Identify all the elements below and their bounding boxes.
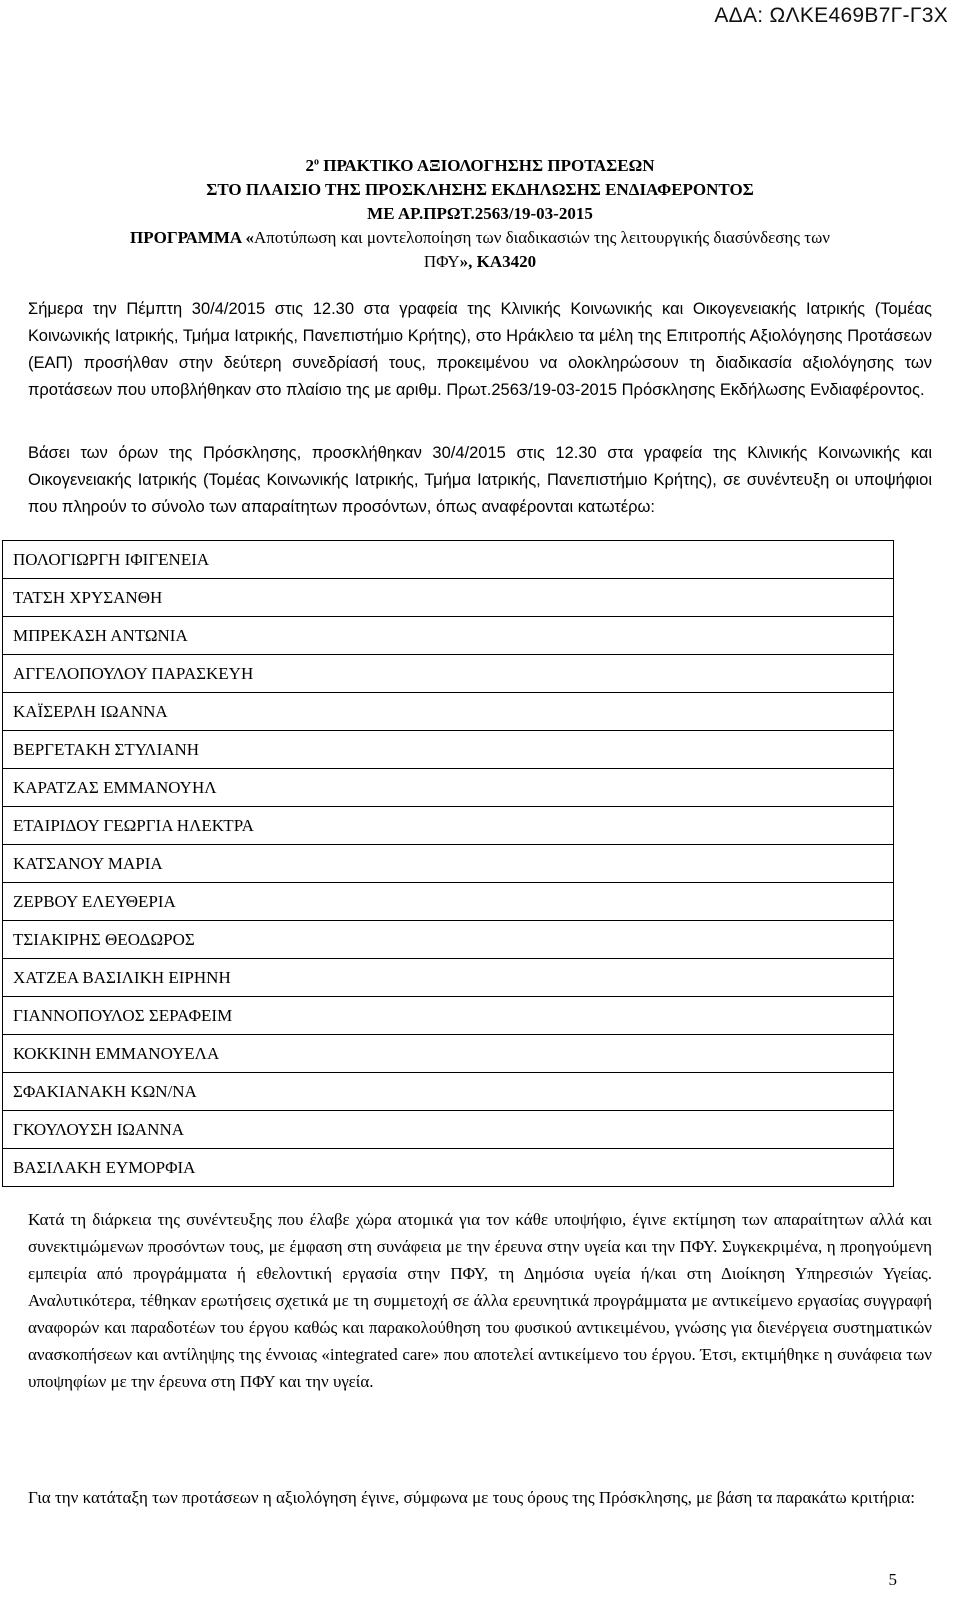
paragraph-invitation: Βάσει των όρων της Πρόσκλησης, προσκλήθηκαν 30/4/2015 στις 12.30 στα γραφεία της Κλινικής Κοινωνικής και Οικογενειακής Ιατρικής (Τομέας Κοινωνικής Ιατρικής, Τμήμα Ιατρικής, Πανεπιστήμιο Κρήτης), σε συνέντευξη οι υποψήφιοι που πληρούν το σύνολο των απαραίτητων προσόντων, όπως αναφέρονται κατωτέρω: <box>28 444 932 516</box>
title-line-4-bold: ΠΡΟΓΡΑΜΜΑ « <box>130 228 254 247</box>
candidate-name: ΣΦΑΚΙΑΝΑΚΗ ΚΩΝ/ΝΑ <box>3 1073 894 1111</box>
candidate-name: ΚΑΤΣΑΝΟΥ ΜΑΡΙΑ <box>3 845 894 883</box>
candidate-name: ΜΠΡΕΚΑΣΗ ΑΝΤΩΝΙΑ <box>3 617 894 655</box>
table-row <box>3 997 894 1035</box>
candidate-name: ΖΕΡΒΟΥ ΕΛΕΥΘΕΡΙΑ <box>3 883 894 921</box>
candidate-name: ΠΟΛΟΓΙΩΡΓΗ ΙΦΙΓΕΝΕΙΑ <box>3 541 894 579</box>
paragraph-meeting: Σήμερα την Πέμπτη 30/4/2015 στις 12.30 στα γραφεία της Κλινικής Κοινωνικής και Οικογενειακής Ιατρικής (Τομέας Κοινωνικής Ιατρικής, Τμήμα Ιατρικής, Πανεπιστήμιο Κρήτης), στο Ηράκλειο τα μέλη της Επιτροπής Αξιολόγησης Προτάσεων (ΕΑΠ) προσήλθαν στην δεύτερη συνεδρίασή τους, προκειμένου να ολοκληρώσουν τη διαδικασία αξιολόγησης των προτάσεων που υποβλήθηκαν στο πλαίσιο της με αριθμ. Πρωτ.2563/19-03-2015 Πρόσκλησης Εκδήλωσης Ενδιαφέροντος. <box>28 300 932 399</box>
candidate-name: ΧΑΤΖΕΑ ΒΑΣΙΛΙΚΗ ΕΙΡΗΝΗ <box>3 959 894 997</box>
title-ordinal: 2 <box>305 156 314 175</box>
table-row <box>3 541 894 579</box>
title-line-2: ΣΤΟ ΠΛΑΙΣΙΟ ΤΗΣ ΠΡΟΣΚΛΗΣΗΣ ΕΚΔΗΛΩΣΗΣ ΕΝΔΙΑΦΕΡΟΝΤΟΣ <box>206 180 754 199</box>
table-row <box>3 845 894 883</box>
table-row <box>3 1035 894 1073</box>
candidate-name: ΓΙΑΝΝΟΠΟΥΛΟΣ ΣΕΡΑΦΕΙΜ <box>3 997 894 1035</box>
table-row <box>3 655 894 693</box>
title-line-1-text: ΠΡΑΚΤΙΚΟ ΑΞΙΟΛΟΓΗΣΗΣ ΠΡΟΤΑΣΕΩΝ <box>318 156 655 175</box>
table-row <box>3 883 894 921</box>
candidate-name: ΒΑΣΙΛΑΚΗ ΕΥΜΟΡΦΙΑ <box>3 1149 894 1187</box>
table-row <box>3 769 894 807</box>
table-row <box>3 693 894 731</box>
candidate-name: ΤΣΙΑΚΙΡΗΣ ΘΕΟΔΩΡΟΣ <box>3 921 894 959</box>
table-row <box>3 617 894 655</box>
title-ordinal-sup: ο <box>313 156 319 168</box>
title-line-4 <box>28 226 932 250</box>
title-line-5-normal: ΠΦΥ <box>423 252 460 271</box>
candidate-name: ΑΓΓΕΛΟΠΟΥΛΟΥ ΠΑΡΑΣΚΕΥΗ <box>3 655 894 693</box>
table-row <box>3 731 894 769</box>
table-row <box>3 959 894 997</box>
table-row <box>3 807 894 845</box>
candidate-name: ΕΤΑΙΡΙΔΟΥ ΓΕΩΡΓΙΑ ΗΛΕΚΤΡΑ <box>3 807 894 845</box>
table-row <box>3 1149 894 1187</box>
table-row <box>3 921 894 959</box>
table-row <box>3 1111 894 1149</box>
title-line-5-bold: », ΚΑ3420 <box>459 252 537 271</box>
candidate-name: ΒΕΡΓΕΤΑΚΗ ΣΤΥΛΙΑΝΗ <box>3 731 894 769</box>
title-line-1 <box>28 154 932 178</box>
table-row <box>3 1073 894 1111</box>
candidate-name: ΚΟΚΚΙΝΗ ΕΜΜΑΝΟΥΕΛΑ <box>3 1035 894 1073</box>
document-title <box>28 154 932 274</box>
candidate-name: ΚΑΡΑΤΖΑΣ ΕΜΜΑΝΟΥΗΛ <box>3 769 894 807</box>
candidate-name: ΚΑΪΣΕΡΛΗ ΙΩΑΝΝΑ <box>3 693 894 731</box>
page-number: 5 <box>888 1570 897 1589</box>
title-line-4-normal: Αποτύπωση και μοντελοποίηση των διαδικασιών της λειτουργικής διασύνδεσης των <box>254 228 830 247</box>
ada-code: ΑΔΑ: ΩΛΚΕ469Β7Γ-Γ3Χ <box>714 4 948 27</box>
candidate-name: ΓΚΟΥΛΟΥΣΗ ΙΩΑΝΝΑ <box>3 1111 894 1149</box>
candidate-name: ΤΑΤΣΗ ΧΡΥΣΑΝΘΗ <box>3 579 894 617</box>
table-row <box>3 579 894 617</box>
paragraph-criteria: Για την κατάταξη των προτάσεων η αξιολόγηση έγινε, σύμφωνα με τους όρους της Πρόσκλησης, με βάση τα παρακάτω κριτήρια: <box>28 1488 916 1507</box>
title-line-3: ΜΕ ΑΡ.ΠΡΩΤ.2563/19-03-2015 <box>367 204 593 223</box>
paragraph-interview: Κατά τη διάρκεια της συνέντευξης που έλαβε χώρα ατομικά για τον κάθε υποψήφιο, έγινε εκτίμηση των απαραίτητων αλλά και συνεκτιμώμενων προσόντων τους, με έμφαση στη συνάφεια με την έρευνα στην υγεία και την ΠΦΥ. Συγκεκριμένα, η προηγούμενη εμπειρία από προγράμματα ή εθελοντική εργασία στην ΠΦΥ, τη Δημόσια υγεία ή/και στη Διοίκηση Υπηρεσιών Υγείας. Αναλυτικότερα, τέθηκαν ερωτήσεις σχετικά με τη συμμετοχή σε άλλα ερευνητικά προγράμματα με αντικείμενο εργασίας συγγραφή αναφορών και παραδοτέων του έργου καθώς και παρακολούθηση του φυσικού αντικειμένου, γνώσης για διενέργεια συστηματικών ανασκοπήσεων και αντίληψης της έννοιας «integrated care» που αποτελεί αντικείμενο του έργου. Έτσι, εκτιμήθηκε η συνάφεια των υποψηφίων με την έρευνα στη ΠΦΥ και την υγεία. <box>28 1210 932 1391</box>
candidates-table <box>2 540 894 1187</box>
title-line-5 <box>28 250 932 274</box>
